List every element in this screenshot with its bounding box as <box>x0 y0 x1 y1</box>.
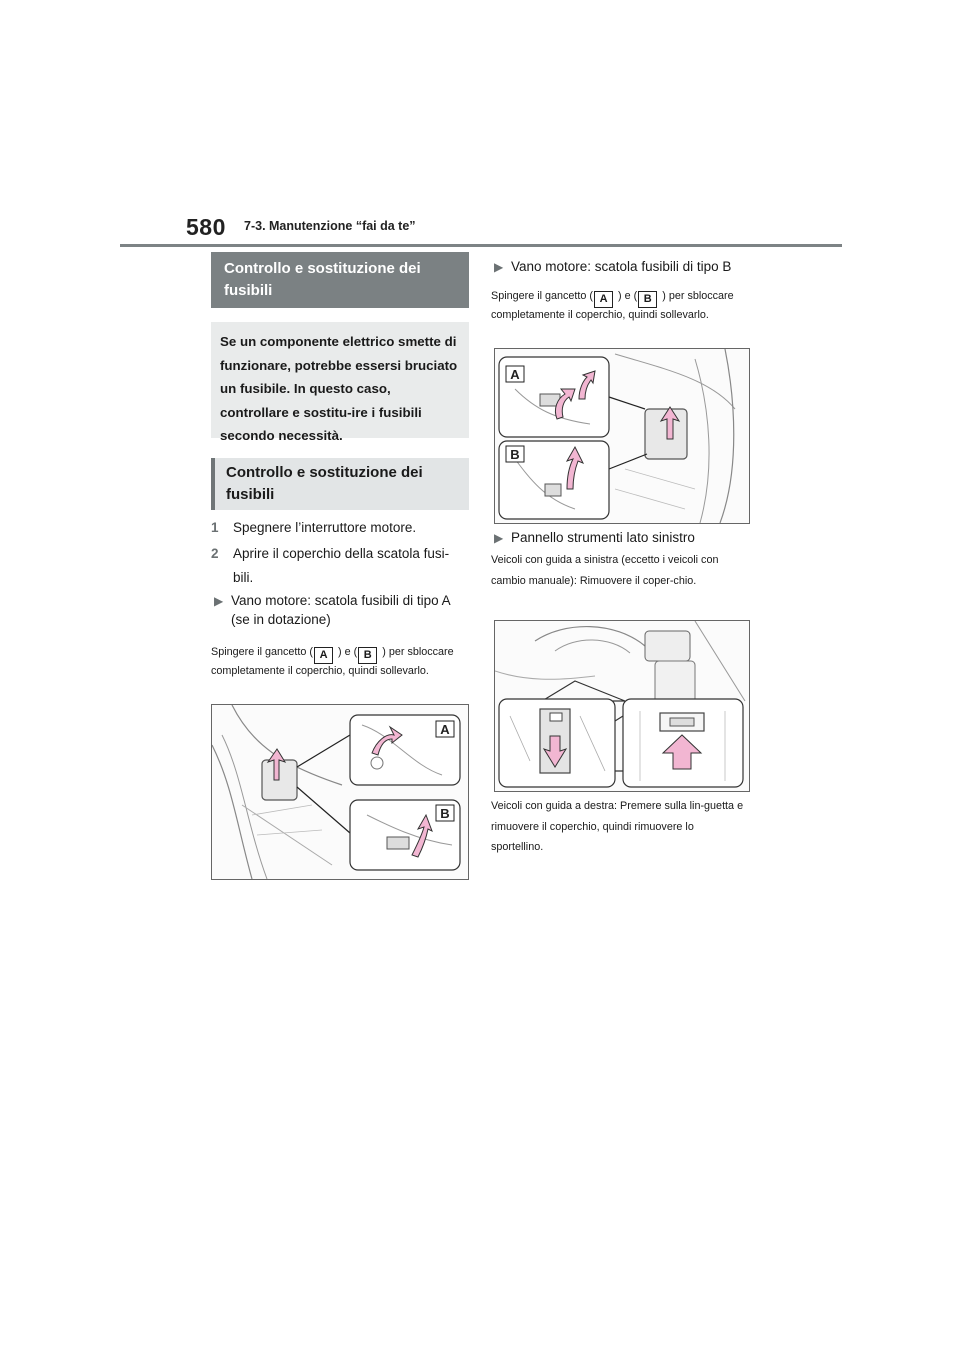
step-2 <box>211 542 469 590</box>
case-c-note-rhd: Veicoli con guida a destra: Premere sulla lin-guetta e rimuovere il coperchio, quindi rimuovere lo sportellino. <box>491 800 744 853</box>
intro-box: Se un componente elettrico smette di funzionare, potrebbe essersi bruciato un fusibile. In questo caso, controllare e sostitu-ire i fusibili secondo necessità. <box>211 322 469 438</box>
case-a-note: Spingere il gancetto ( A ) e ( B ) per sbloccare completamente il coperchio, quindi sollevarlo. <box>211 646 454 677</box>
step-number: 1 <box>211 520 219 535</box>
step-number: 2 <box>211 546 219 561</box>
figure-fuse-box-type-a <box>211 704 469 880</box>
step-text: Spegnere l’interruttore motore. <box>233 520 417 535</box>
case-b-heading: ▶ Vano motore: scatola fusibili di tipo B <box>494 257 748 276</box>
callout-label-b: B <box>510 447 520 462</box>
label-b-icon: B <box>638 291 657 308</box>
label-b-icon: B <box>358 647 377 664</box>
step-text: Aprire il coperchio della scatola fusi-bili. <box>233 546 450 585</box>
label-a-icon: A <box>594 291 613 308</box>
case-c-note-lhd: Veicoli con guida a sinistra (eccetto i veicoli con cambio manuale): Rimuovere il coper-chio. <box>491 554 719 587</box>
callout-label-a: A <box>440 722 450 737</box>
section-title: 7-3. Manutenzione “fai da te” <box>244 219 416 233</box>
triangle-bullet-icon: ▶ <box>494 260 504 274</box>
case-c-heading: ▶ Pannello strumenti lato sinistro <box>494 528 748 547</box>
case-a-heading: ▶ Vano motore: scatola fusibili di tipo A (se in dotazione) <box>214 593 450 627</box>
figure-instrument-panel <box>494 620 750 792</box>
label-a-icon: A <box>314 647 333 664</box>
case-b-note: Spingere il gancetto ( A ) e ( B ) per sbloccare completamente il coperchio, quindi sollevarlo. <box>491 290 734 321</box>
callout-label-a: A <box>510 367 520 382</box>
triangle-bullet-icon: ▶ <box>214 594 224 608</box>
callout-label-b: B <box>440 806 450 821</box>
procedure-title: Controllo e sostituzione dei fusibili <box>211 458 469 510</box>
figure-fuse-box-type-b <box>494 348 750 524</box>
page-number: 580 <box>186 214 226 240</box>
step-1 <box>211 516 469 540</box>
section-banner: Controllo e sostituzione dei fusibili <box>211 252 469 308</box>
header-divider <box>120 244 842 247</box>
triangle-bullet-icon: ▶ <box>494 531 504 545</box>
